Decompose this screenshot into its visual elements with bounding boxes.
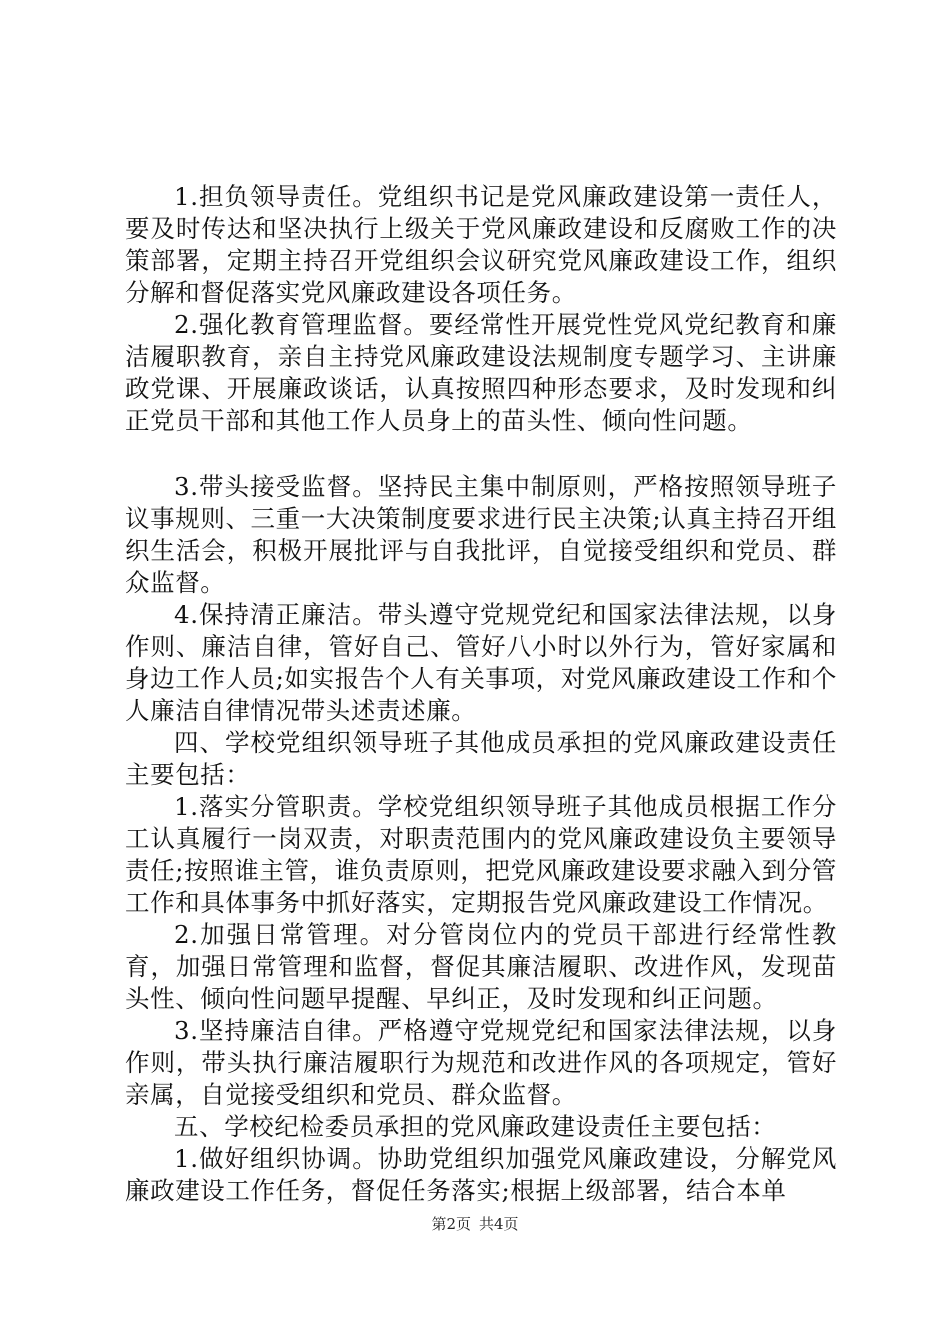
paragraph-5: 1.落实分管职责。学校党组织领导班子其他成员根据工作分工认真履行一岗双责，对职责范围内的党风廉政建设负主要领导责任;按照谁主管，谁负责原则，把党风廉政建设要求融入到分管工作和具体事务中抓好落实，定期报告党风廉政建设工作情况。 — [125, 792, 837, 917]
paragraph-6: 2.加强日常管理。对分管岗位内的党员干部进行经常性教育，加强日常管理和监督，督促其廉洁履职、改进作风，发现苗头性、倾向性问题早提醒、早纠正，及时发现和纠正问题。 — [125, 920, 837, 1013]
paragraph-4: 4.保持清正廉洁。带头遵守党规党纪和国家法律法规，以身作则、廉洁自律，管好自己、管好八小时以外行为，管好家属和身边工作人员;如实报告个人有关事项，对党风廉政建设工作和个人廉洁自律情况带头述责述廉。 — [125, 600, 837, 725]
page-number: 第2页 — [431, 1215, 471, 1233]
paragraph-2: 2.强化教育管理监督。要经常性开展党性党风党纪教育和廉洁履职教育，亲自主持党风廉政建设法规制度专题学习、主讲廉政党课、开展廉政谈话，认真按照四种形态要求，及时发现和纠正党员干部和其他工作人员身上的苗头性、倾向性问题。 — [125, 310, 837, 435]
paragraph-8: 1.做好组织协调。协助党组织加强党风廉政建设，分解党风廉政建设工作任务，督促任务落实;根据上级部署，结合本单 — [125, 1144, 837, 1205]
section-heading-4: 四、学校党组织领导班子其他成员承担的党风廉政建设责任主要包括： — [125, 728, 837, 789]
page-footer — [0, 1214, 950, 1234]
section-heading-5: 五、学校纪检委员承担的党风廉政建设责任主要包括： — [174, 1112, 777, 1141]
paragraph-3: 3.带头接受监督。坚持民主集中制原则，严格按照领导班子议事规则、三重一大决策制度要求进行民主决策;认真主持召开组织生活会，积极开展批评与自我批评，自觉接受组织和党员、群众监督。 — [125, 472, 837, 597]
paragraph-1: 1.担负领导责任。党组织书记是党风廉政建设第一责任人，要及时传达和坚决执行上级关于党风廉政建设和反腐败工作的决策部署，定期主持召开党组织会议研究党风廉政建设工作，组织分解和督促落实党风廉政建设各项任务。 — [125, 182, 837, 307]
page-total: 共4页 — [479, 1215, 519, 1233]
paragraph-7: 3.坚持廉洁自律。严格遵守党规党纪和国家法律法规，以身作则，带头执行廉洁履职行为规范和改进作风的各项规定，管好亲属，自觉接受组织和党员、群众监督。 — [125, 1016, 837, 1109]
document-body — [125, 181, 837, 1207]
